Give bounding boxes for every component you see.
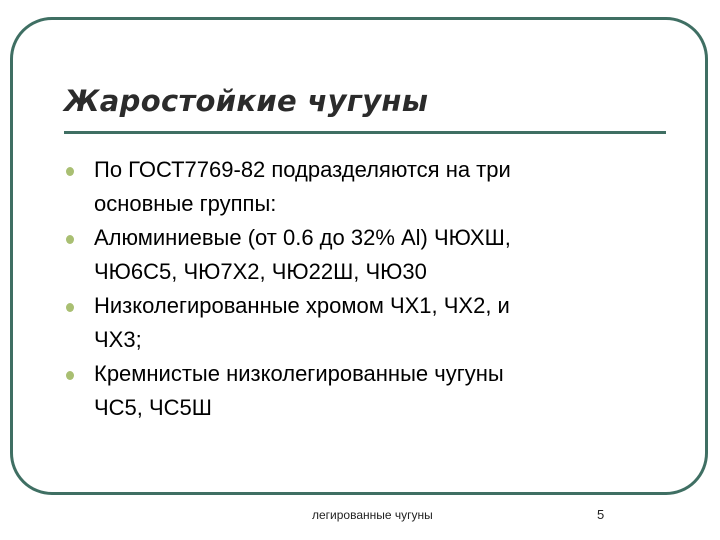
list-item xyxy=(60,221,620,289)
list-item-line: ЧХ3; xyxy=(94,327,142,352)
page-number: 5 xyxy=(597,507,605,522)
list-item-line: По ГОСТ7769-82 подразделяются на три xyxy=(94,157,511,182)
footer-text: легированные чугуны xyxy=(312,508,433,522)
list-item-line: Кремнистые низколегированные чугуны xyxy=(94,361,504,386)
list-item-line: ЧС5, ЧС5Ш xyxy=(94,395,212,420)
title-underline xyxy=(64,131,666,134)
list-item-line: Алюминиевые (от 0.6 до 32% Al) ЧЮХШ, xyxy=(94,225,511,250)
list-item xyxy=(60,289,620,357)
round-bullet-icon xyxy=(66,371,74,380)
list-item-line: основные группы: xyxy=(94,191,277,216)
round-bullet-icon xyxy=(66,235,74,244)
bullet-list xyxy=(60,153,620,425)
list-item xyxy=(60,357,620,425)
round-bullet-icon xyxy=(66,167,74,176)
round-bullet-icon xyxy=(66,303,74,312)
list-item-line: Низколегированные хромом ЧХ1, ЧХ2, и xyxy=(94,293,510,318)
slide-title: Жаростойкие чугуны xyxy=(64,84,429,118)
list-item xyxy=(60,153,620,221)
list-item-line: ЧЮ6С5, ЧЮ7Х2, ЧЮ22Ш, ЧЮ30 xyxy=(94,259,427,284)
